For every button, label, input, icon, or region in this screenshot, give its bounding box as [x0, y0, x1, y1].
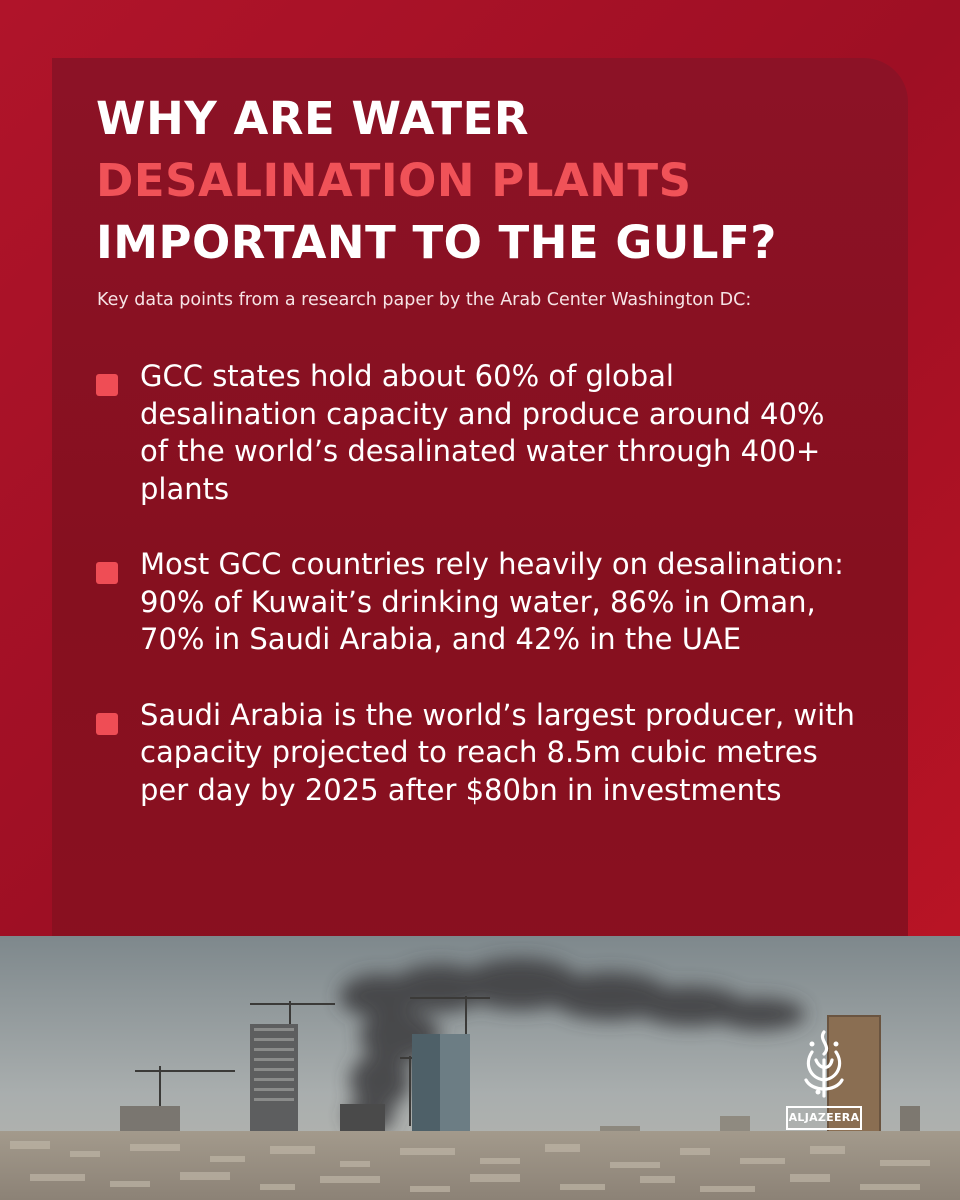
- bullet-text: Most GCC countries rely heavily on desalination: 90% of Kuwait’s drinking water, 86% in Oman, 70% in Saudi Arabia, and 42% in the UAE: [140, 547, 844, 656]
- aljazeera-logo: [786, 1030, 862, 1134]
- bullet-item-3: [96, 697, 856, 810]
- subtitle: Key data points from a research paper by the Arab Center Washington DC:: [97, 290, 752, 310]
- city-rooftops: [0, 1131, 960, 1200]
- title-line-3: IMPORTANT TO THE GULF?: [96, 216, 777, 269]
- aljazeera-calligraphy-icon: [798, 1030, 850, 1100]
- bullet-item-1: [96, 358, 856, 508]
- bullet-square-icon: [96, 562, 118, 584]
- key-points-list: [96, 358, 856, 847]
- bullet-text: Saudi Arabia is the world’s largest producer, with capacity projected to reach 8.5m cubic metres per day by 2025 after $80bn in investments: [140, 697, 855, 807]
- title-line-1: WHY ARE WATER: [96, 92, 529, 145]
- bullet-square-icon: [96, 713, 118, 735]
- page-title: [96, 88, 896, 274]
- aljazeera-wordmark: ALJAZEERA: [786, 1106, 862, 1130]
- bullet-item-2: [96, 546, 856, 659]
- title-line-2-highlight: DESALINATION PLANTS: [96, 154, 692, 207]
- bullet-text: GCC states hold about 60% of global desalination capacity and produce around 40% of the world’s desalinated water through 400+ plants: [140, 359, 825, 506]
- bullet-square-icon: [96, 374, 118, 396]
